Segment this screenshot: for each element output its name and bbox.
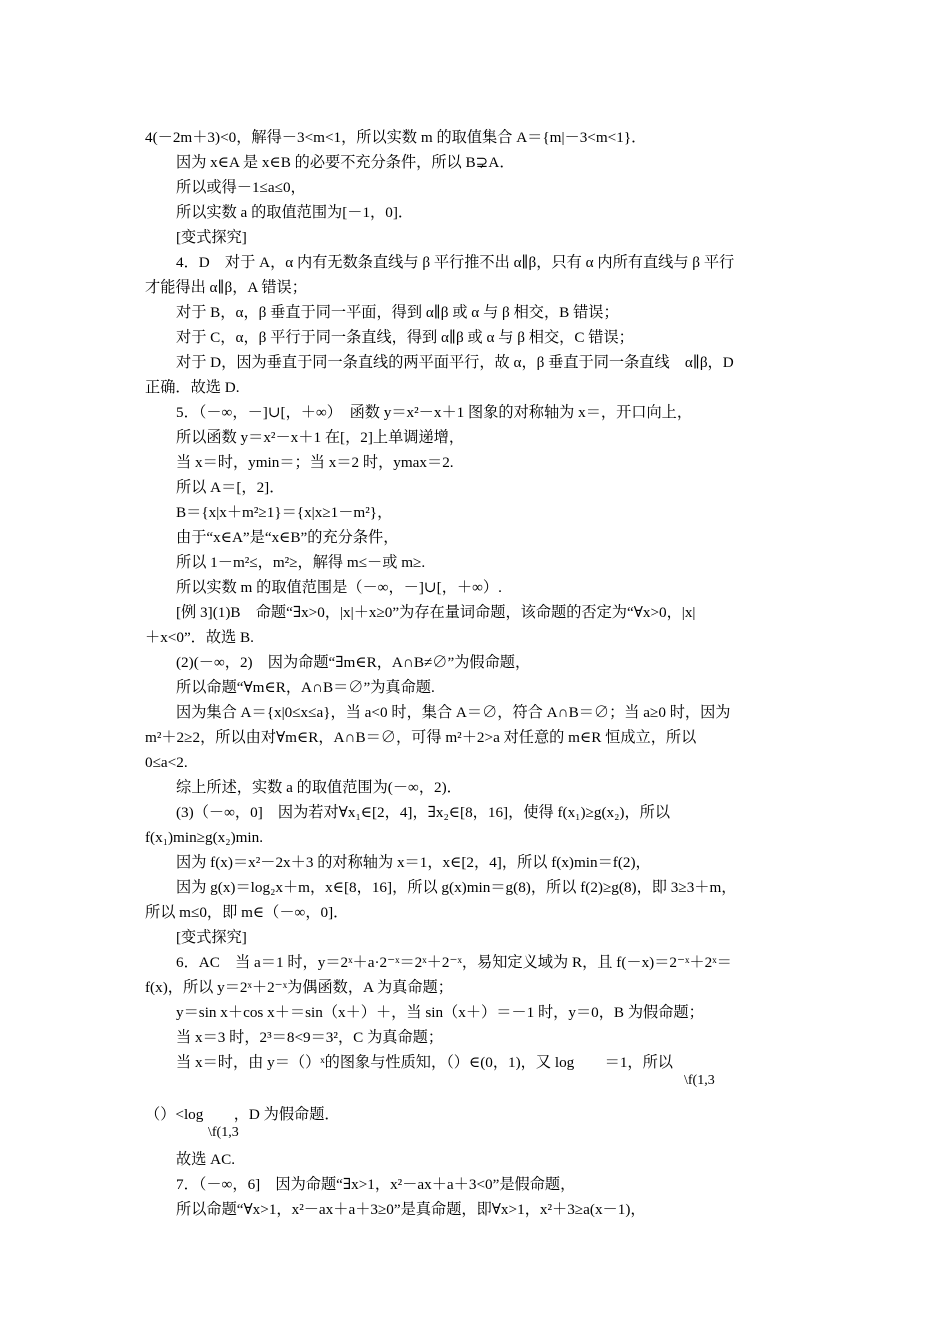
text-line: 所以实数 a 的取值范围为[－1，0]． — [176, 204, 414, 221]
text-line: 所以函数 y＝x²－x＋1 在[，2]上单调递增， — [176, 429, 465, 446]
text-line: f(x)，所以 y＝2ˣ＋2⁻ˣ为偶函数，A 为真命题； — [145, 979, 453, 996]
text-line: 所以命题“∀m∈R，A∩B＝∅”为真命题. — [176, 679, 435, 696]
formula-residue: \f(1,3 — [208, 1125, 239, 1140]
text-line: 正确．故选 D. — [145, 379, 240, 396]
formula-residue: \f(1,3 — [684, 1073, 715, 1088]
text-line: (2)(－∞，2) 因为命题“∃m∈R，A∩B≠∅”为假命题， — [176, 654, 531, 671]
text-line: 4(－2m＋3)<0，解得－3<m<1，所以实数 m 的取值集合 A＝{m|－3<m<1}． — [145, 129, 647, 146]
text-line: 所以实数 m 的取值范围是（－∞，－]∪[，＋∞）. — [176, 579, 502, 596]
text-line: 7．（－∞，6] 因为命题“∃x>1，x²－ax＋a＋3<0”是假命题， — [176, 1176, 576, 1193]
text-line: 6．AC 当 a＝1 时，y＝2ˣ＋a·2⁻ˣ＝2ˣ＋2⁻ˣ，易知定义域为 R，且 f(－x)＝2⁻ˣ＋2ˣ＝ — [176, 954, 732, 971]
text-line: 因为 f(x)＝x²－2x＋3 的对称轴为 x＝1，x∈[2，4]，所以 f(x)min＝f(2)， — [176, 854, 651, 871]
text-line: f(x₁)min≥g(x₂)min. — [145, 829, 264, 846]
text-line: B＝{x|x＋m²≥1}＝{x|x≥1－m²}， — [176, 504, 393, 521]
text-line: 5．（－∞，－]∪[，＋∞） 函数 y＝x²－x＋1 图象的对称轴为 x＝，开口向上， — [176, 404, 693, 421]
text-line: (3)（－∞，0] 因为若对∀x₁∈[2，4]，∃x₂∈[8，16]，使得 f(x₁)≥g(x₂)，所以 — [176, 804, 671, 821]
text-line: 所以或得－1≤a≤0， — [176, 179, 306, 196]
text-line: 故选 AC. — [176, 1151, 236, 1168]
text-line: 当 x＝时，由 y＝（）ˣ的图象与性质知，（）∈(0，1)，又 log ＝1，所以 — [176, 1054, 673, 1071]
text-line: ＋x<0”．故选 B. — [145, 629, 254, 646]
text-line: 4．D 对于 A，α 内有无数条直线与 β 平行推不出 α∥β，只有 α 内所有直线与 β 平行 — [176, 254, 735, 271]
text-line: 所以 m≤0，即 m∈（－∞，0]． — [145, 904, 349, 921]
text-line: 0≤a<2. — [145, 754, 188, 771]
text-line: 因为集合 A＝{x|0≤x≤a}，当 a<0 时，集合 A＝∅，符合 A∩B＝∅；当 a≥0 时，因为 — [176, 704, 731, 721]
text-line: 由于“x∈A”是“x∈B”的充分条件， — [176, 529, 399, 546]
text-line: 所以 A＝[，2]． — [176, 479, 285, 496]
section-heading: [变式探究] — [176, 229, 247, 246]
text-line: 对于 B，α，β 垂直于同一平面，得到 α∥β 或 α 与 β 相交，B 错误； — [176, 304, 619, 321]
text-line: 因为 x∈A 是 x∈B 的必要不充分条件，所以 B⊋A． — [176, 154, 515, 171]
text-line: 当 x＝3 时，2³＝8<9＝3²，C 为真命题； — [176, 1029, 444, 1046]
text-line: 因为 g(x)＝log₂x＋m，x∈[8，16]，所以 g(x)min＝g(8)，所以 f(2)≥g(8)，即 3≥3＋m， — [176, 879, 737, 896]
section-heading: [变式探究] — [176, 929, 247, 946]
text-line: 对于 D，因为垂直于同一条直线的两平面平行，故 α，β 垂直于同一条直线 α∥β，D — [176, 354, 734, 371]
text-line: 综上所述，实数 a 的取值范围为(－∞，2)． — [176, 779, 462, 796]
text-line: 当 x＝时，ymin＝；当 x＝2 时，ymax＝2. — [176, 454, 454, 471]
text-line: 才能得出 α∥β，A 错误； — [145, 279, 307, 296]
text-line: 所以命题“∀x>1，x²－ax＋a＋3≥0”是真命题，即∀x>1，x²＋3≥a(x－1)， — [176, 1201, 646, 1218]
text-line: （）<log ，D 为假命题． — [145, 1106, 340, 1123]
text-line: y＝sin x＋cos x＋＝sin（x＋）＋，当 sin（x＋）＝－1 时，y＝0，B 为假命题； — [176, 1004, 704, 1021]
text-line: m²＋2≥2，所以由对∀m∈R，A∩B＝∅，可得 m²＋2>a 对任意的 m∈R 恒成立，所以 — [145, 729, 697, 746]
text-line: 所以 1－m²≤，m²≥，解得 m≤－或 m≥. — [176, 554, 426, 571]
text-line: [例 3](1)B 命题“∃x>0，|x|＋x≥0”为存在量词命题，该命题的否定为“∀x>0，|x| — [176, 604, 696, 621]
text-line: 对于 C，α，β 平行于同一条直线，得到 α∥β 或 α 与 β 相交，C 错误； — [176, 329, 634, 346]
